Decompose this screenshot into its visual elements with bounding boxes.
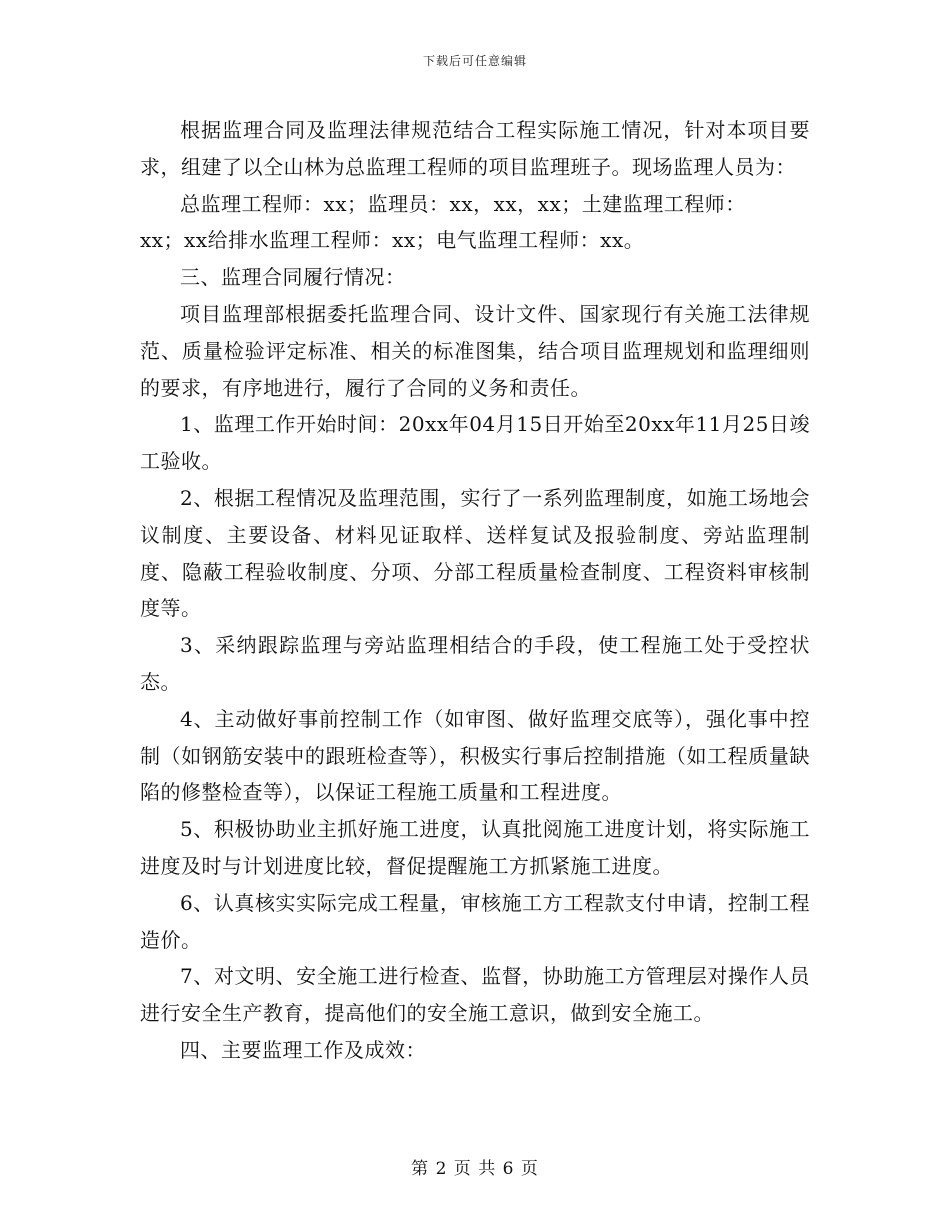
section-heading-contract: 三、监理合同履行情况： (180, 265, 406, 290)
list-item-1: 1、监理工作开始时间：20xx年04月15日开始至20xx年11月25日竣工验收。 (140, 412, 810, 474)
paragraph-staff-line-2: xx；xx给排水监理工程师：xx；电气监理工程师：xx。 (140, 228, 645, 253)
list-item-6: 6、认真核实实际完成工程量，审核施工方工程款支付申请，控制工程造价。 (140, 890, 810, 952)
paragraph-team: 根据监理合同及监理法律规范结合工程实际施工情况，针对本项目要求，组建了以仝山林为总监理工程师的项目监理班子。现场监理人员为： (140, 118, 810, 179)
list-item-2: 2、根据工程情况及监理范围，实行了一系列监理制度，如施工场地会议制度、主要设备、材料见证取样、送样复试及报验制度、旁站监理制度、隐蔽工程验收制度、分项、分部工程质量检查制度、工程资料审核制度等。 (140, 485, 810, 621)
document-body (140, 112, 810, 1069)
list-item-5: 5、积极协助业主抓好施工进度，认真批阅施工进度计划，将实际施工进度及时与计划进度比较，督促提醒施工方抓紧施工进度。 (140, 817, 810, 878)
paragraph-staff-line-1: 总监理工程师：xx；监理员：xx，xx，xx；土建监理工程师： (180, 191, 746, 216)
list-item-4: 4、主动做好事前控制工作（如审图、做好监理交底等），强化事中控制（如钢筋安装中的跟班检查等），积极实行事后控制措施（如工程质量缺陷的修整检查等），以保证工程施工质量和工程进度。 (140, 706, 810, 805)
section-heading-results: 四、主要监理工作及成效： (180, 1037, 426, 1062)
paragraph-contract-basis: 项目监理部根据委托监理合同、设计文件、国家现行有关施工法律规范、质量检验评定标准、相关的标准图集，结合项目监理规划和监理细则的要求，有序地进行，履行了合同的义务和责任。 (140, 301, 810, 400)
page-number: 第 2 页 共 6 页 (411, 1159, 539, 1179)
page-header: 下载后可任意编辑 (422, 54, 527, 68)
list-item-3: 3、采纳跟踪监理与旁站监理相结合的手段，使工程施工处于受控状态。 (140, 633, 810, 694)
list-item-7: 7、对文明、安全施工进行检查、监督，协助施工方管理层对操作人员进行安全生产教育，提高他们的安全施工意识，做到安全施工。 (140, 964, 810, 1026)
